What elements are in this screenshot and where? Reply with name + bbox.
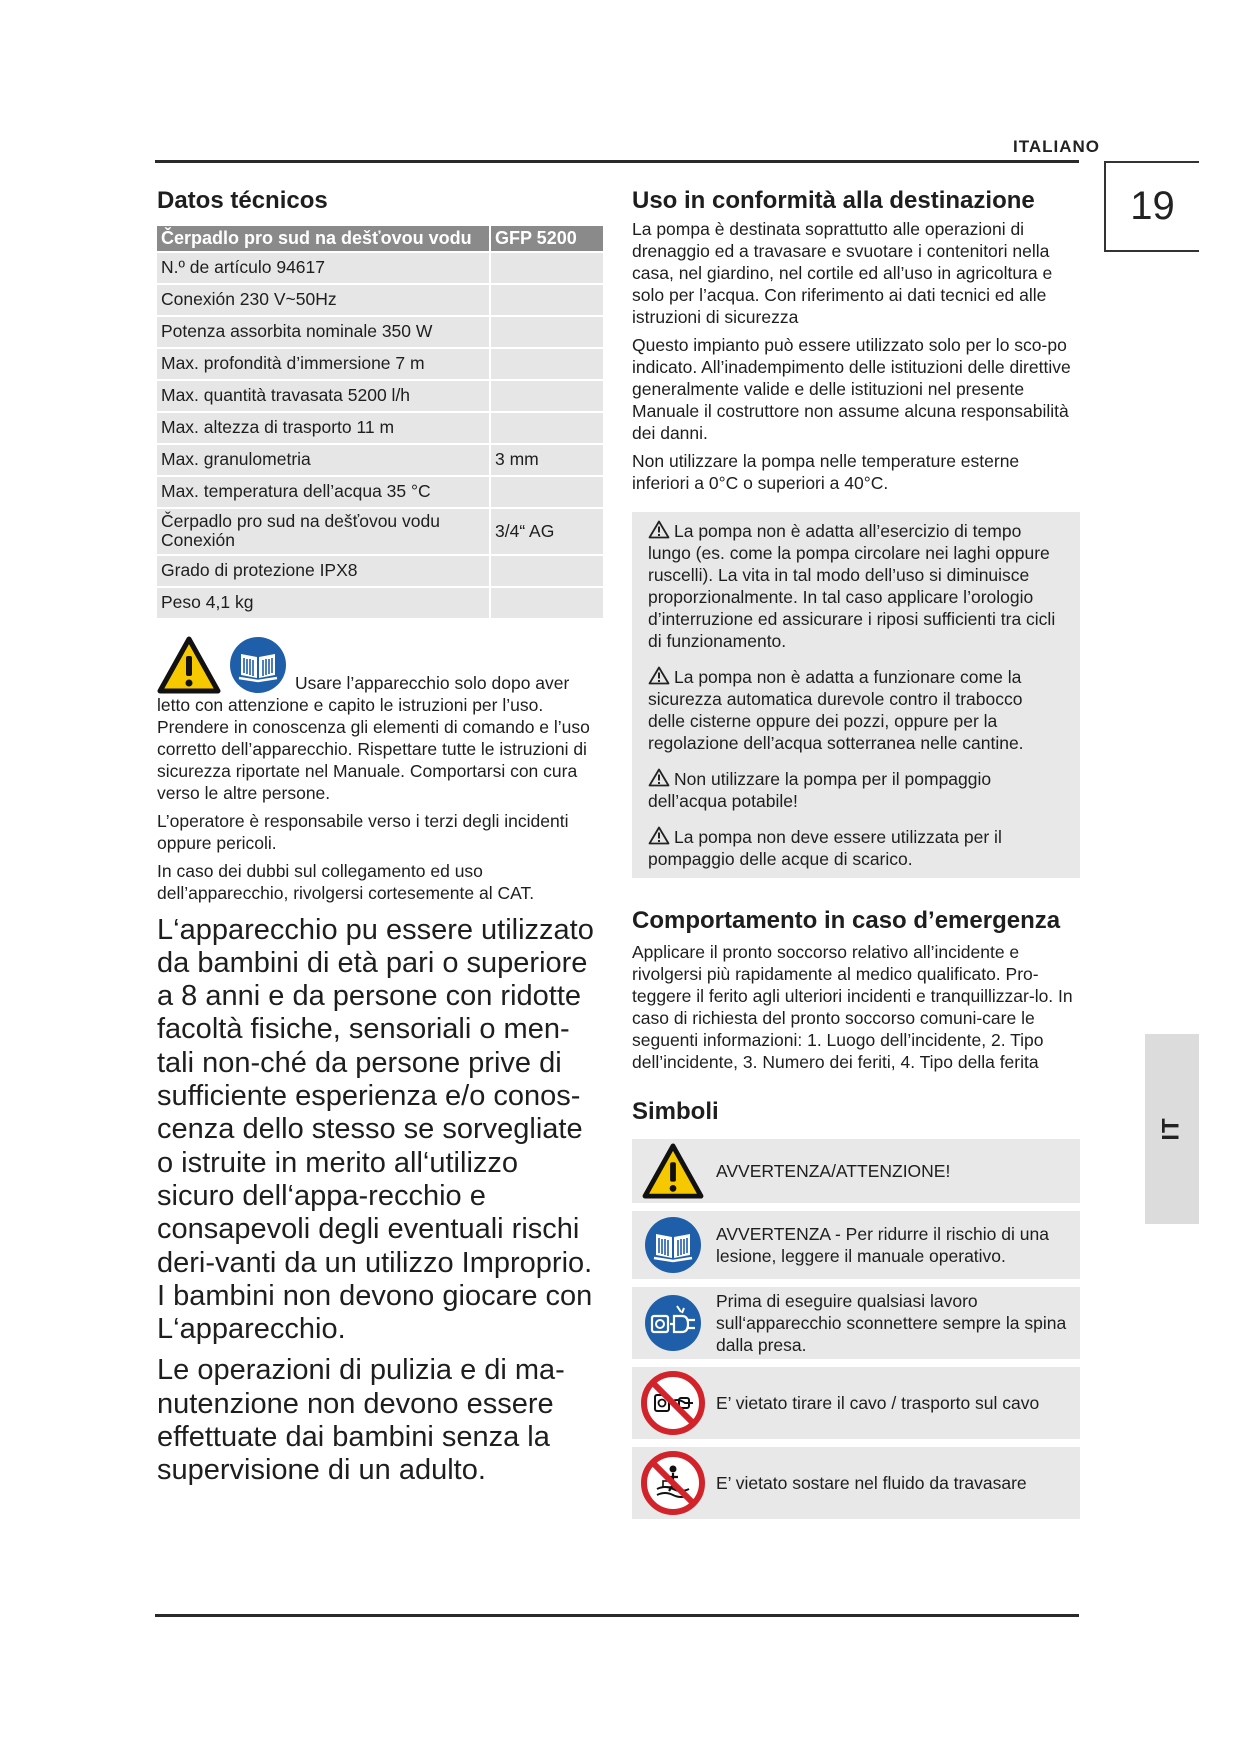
table-header-row xyxy=(157,226,603,251)
row-label: Grado di protezione IPX8 xyxy=(157,556,489,586)
symbol-text: Prima di eseguire qualsiasi lavoro sull‘apparecchio sconnettere sempre la spina dalla presa. xyxy=(716,1291,1067,1356)
row-label: N.º de artículo 94617 xyxy=(157,253,489,283)
use-paragraph-3: Non utilizzare la pompa nelle temperature esterne inferiori a 0°C o superiori a 40°C. xyxy=(632,451,1020,494)
page-number: 19 xyxy=(1104,161,1199,252)
row-value xyxy=(491,413,603,443)
manual-icon xyxy=(229,636,287,694)
tech-data-title: Datos técnicos xyxy=(157,187,328,214)
operator-paragraph: L’operatore è responsabile verso i terzi degli incidenti oppure pericoli. xyxy=(157,810,569,853)
table-row xyxy=(157,413,603,443)
left-column xyxy=(157,188,603,1488)
warning-text: La pompa non deve essere utilizzata per il pompaggio delle acque di scarico. xyxy=(648,827,1002,870)
row-value xyxy=(491,349,603,379)
warning-item xyxy=(648,666,1064,754)
row-value xyxy=(491,588,603,618)
symbol-text: AVVERTENZA/ATTENZIONE! xyxy=(716,1161,951,1182)
warning-small-icon xyxy=(648,826,670,845)
use-paragraph-2: Questo impianto può essere utilizzato solo per lo sco-po indicato. All’inadempimento delle istituzioni delle direttive generalmente valide e delle istituzioni nel presente Manuale il costruttore non assume alcuna responsabilità dei danni. xyxy=(632,335,1071,444)
header-rule xyxy=(155,160,1079,163)
table-header-value: GFP 5200 xyxy=(491,226,603,251)
unplug-icon xyxy=(644,1294,702,1352)
table-header-label: Čerpadlo pro sud na dešťovou vodu xyxy=(157,226,489,251)
emergency-title: Comportamento in caso d’emergenza xyxy=(632,907,1061,935)
warning-text: La pompa non è adatta all’esercizio di tempo lungo (es. come la pompa circolare nei laghi oppure ruscelli). La vita in tal modo dell’uso si diminuisce proporzionalmente. In tal caso applicare l’orologio d’interruzione ed assicurare i riposi sufficienti tra cicli di funzionamento. xyxy=(648,521,1056,652)
row-label: Conexión 230 V~50Hz xyxy=(157,285,489,315)
row-value: 3/4“ AG xyxy=(491,509,603,554)
row-label: Čerpadlo pro sud na dešťovou vodu Conexión xyxy=(157,509,489,554)
warnings-box xyxy=(632,512,1080,878)
language-side-tab xyxy=(1145,1034,1199,1224)
row-value: 3 mm xyxy=(491,445,603,475)
right-column xyxy=(632,188,1080,1527)
table-row xyxy=(157,445,603,475)
table-row xyxy=(157,253,603,283)
row-value xyxy=(491,381,603,411)
row-value xyxy=(491,317,603,347)
children-paragraph: L‘apparecchio pu essere utilizzato da bambini di età pari o superiore a 8 anni e da persone con ridotte facoltà fisiche, sensoriali o men-tali non-ché da persone prive di sufficiente esperienza e/o conos-cenza dello stesso se sorvegliate o istruite in merito all‘utilizzo sicuro dell‘appa-recchio e consapevoli degli eventuali rischi deri-vanti da un utilizzo Improprio. I bambini non devono giocare con L‘apparecchio. xyxy=(157,913,594,1346)
warning-text: La pompa non è adatta a funzionare come la sicurezza automatica durevole contro il trabocco delle cisterne oppure dei pozzi, oppure per la regolazione dell’acqua sotterranea nelle cantine. xyxy=(648,667,1024,754)
header-language: ITALIANO xyxy=(1012,137,1100,156)
symbol-text: E’ vietato sostare nel fluido da travasare xyxy=(716,1473,1027,1494)
cat-paragraph: In caso dei dubbi sul collegamento ed uso dell’apparecchio, rivolgersi cortesemente al CAT. xyxy=(157,860,535,903)
table-row xyxy=(157,317,603,347)
symbol-text: AVVERTENZA - Per ridurre il rischio di una lesione, leggere il manuale operativo. xyxy=(716,1224,1049,1267)
row-label: Peso 4,1 kg xyxy=(157,588,489,618)
table-row xyxy=(157,588,603,618)
footer-rule xyxy=(155,1614,1079,1617)
table-row xyxy=(157,556,603,586)
notice-text: letto con attenzione e capito le istruzioni per l’uso. Prendere in conoscenza gli elementi di comando e l’uso corretto dell’apparecchio. Rispettare tutte le istruzioni di sicurezza riportate nel Manuale. Comportarsi con cura verso le altre persone. xyxy=(157,694,590,803)
symbol-row xyxy=(632,1287,1080,1359)
warning-small-icon xyxy=(648,768,670,787)
side-tab-label: IT xyxy=(1157,1117,1185,1141)
emergency-text: Applicare il pronto soccorso relativo all’incidente e rivolgersi più rapidamente al medico qualificato. Pro-teggere il ferito agli ulteriori incidenti e tranquillizzar-lo. In caso di richiesta del pronto soccorso comuni-care le seguenti informazioni: 1. Luogo dell’incidente, 2. Tipo dell’incidente, 3. Numero dei feriti, 4. Tipo della ferita xyxy=(632,941,1073,1072)
warning-small-icon xyxy=(648,520,670,539)
row-label: Potenza assorbita nominale 350 W xyxy=(157,317,489,347)
symbol-row xyxy=(632,1367,1080,1439)
table-row xyxy=(157,477,603,507)
cleaning-paragraph: Le operazioni di pulizia e di ma-nutenzione non devono essere effettuate dai bambini senza la supervisione di un adulto. xyxy=(157,1354,565,1487)
warning-small-icon xyxy=(648,666,670,685)
use-paragraph-1: La pompa è destinata soprattutto alle operazioni di drenaggio ed a travasare e svuotare i contenitori nella casa, nel giardino, nel cortile ed all’uso in agricoltura e solo per l’acqua. Con riferimento ai dati tecnici ed alle istruzioni di sicurezza xyxy=(632,219,1053,328)
manual-icon xyxy=(644,1216,702,1274)
notice-first-line: Usare l’apparecchio solo dopo aver xyxy=(295,672,570,693)
row-label: Max. altezza di trasporto 11 m xyxy=(157,413,489,443)
row-value xyxy=(491,285,603,315)
row-value xyxy=(491,477,603,507)
table-row xyxy=(157,381,603,411)
symbol-row xyxy=(632,1139,1080,1203)
row-value xyxy=(491,556,603,586)
symbols-title: Simboli xyxy=(632,1097,719,1125)
row-label: Max. granulometria xyxy=(157,445,489,475)
table-row xyxy=(157,509,603,554)
warning-item xyxy=(648,826,1064,870)
row-label: Max. profondità d’immersione 7 m xyxy=(157,349,489,379)
row-label: Max. temperatura dell’acqua 35 °C xyxy=(157,477,489,507)
row-value xyxy=(491,253,603,283)
warning-icon xyxy=(157,636,221,694)
table-row xyxy=(157,349,603,379)
table-row xyxy=(157,285,603,315)
warning-item xyxy=(648,768,1064,812)
symbol-row xyxy=(632,1211,1080,1279)
tech-data-table xyxy=(155,224,605,619)
warning-item xyxy=(648,520,1064,652)
warning-text: Non utilizzare la pompa per il pompaggio dell’acqua potabile! xyxy=(648,769,992,812)
symbol-text: E’ vietato tirare il cavo / trasporto sul cavo xyxy=(716,1393,1040,1414)
use-title: Uso in conformità alla destinazione xyxy=(632,187,1035,214)
warning-icon xyxy=(642,1143,704,1199)
read-manual-notice xyxy=(157,636,603,694)
no-standing-in-fluid-icon xyxy=(641,1451,705,1515)
row-label: Max. quantità travasata 5200 l/h xyxy=(157,381,489,411)
symbol-row xyxy=(632,1447,1080,1519)
no-cable-pull-icon xyxy=(641,1371,705,1435)
